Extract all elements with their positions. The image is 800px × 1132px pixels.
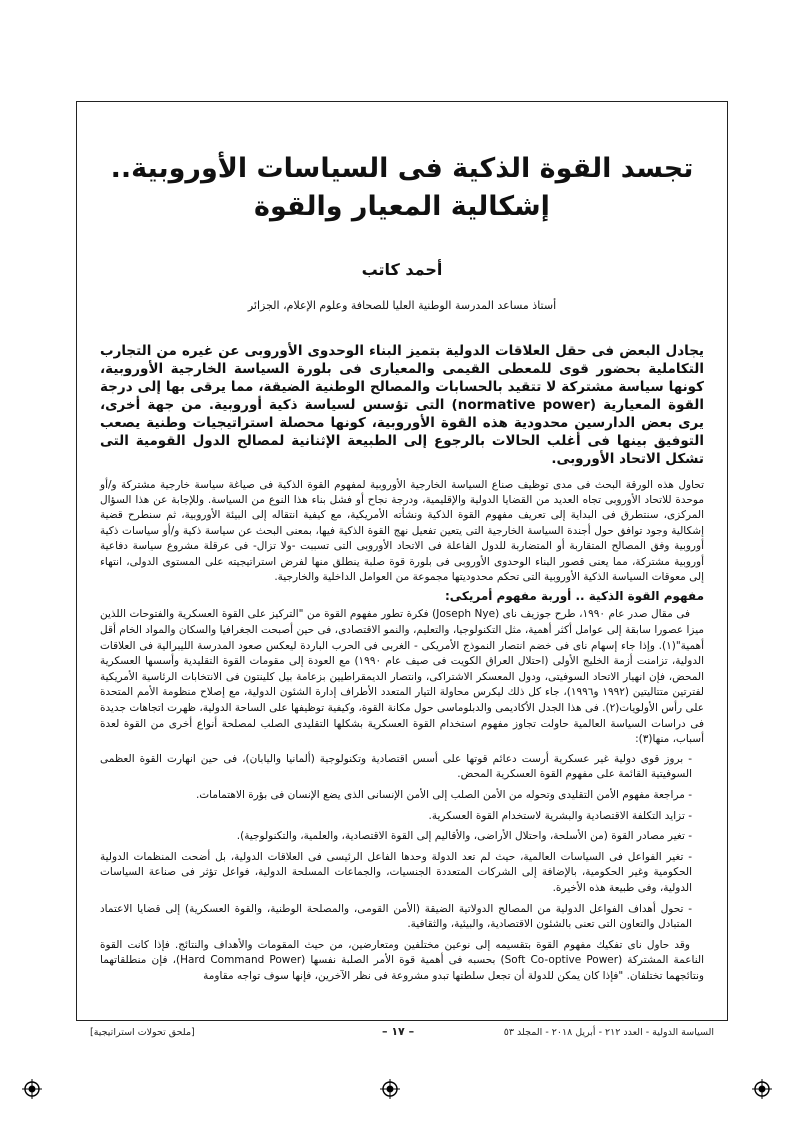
footer-supplement-name: [ملحق تحولات استراتيجية] [90, 1027, 195, 1038]
intro-paragraph: تحاول هذه الورقة البحث فى مدى توظيف صناع السياسة الخارجية الأوروبية لمفهوم القوة الذكية فى صياغة سياسة خارجية مشتركة و/أو موحدة للاتحاد الأوروبى تجاه العديد من القضايا الدولية والإقليمية، ودرجة نجاح أو فشل بناء هذا النوع من السياسة. وللإجابة عن هذا السؤال المركزى، سنتطرق فى البداية إلى تعريف مفهوم القوة الذكية ونشأته الأمريكية، مع كيفية انتقاله إلى البيئة الأوروبية، ثم سنطرح قضية إشكالية وجود توافق حول أجندة السياسة الخارجية التى يتعين تفعيل نهج القوة الذكية فيها، بمعنى البحث عن سياسة ذكية و/أو سياسات ذكية أوروبية وفق المصالح المتقاربة أو المتضاربة للدول الفاعلة فى الاتحاد الأوروبى التى تسببت -ولا تزال- فى عرقلة مشروع سياسة دفاعية أوروبية مشتركة، مما يعنى قصور البناء الوحدوى الأوروبى فى بلورة قوة صلبة ينطلق منها لفرض استراتيجيته على المستوى الدولى، انتهاء إلى معوقات السياسة الذكية الأوروبية التى تحكم محدوديتها مجموعة من العوامل الداخلية والخارجية. [100, 478, 704, 584]
page-number: – ١٧ – [382, 1025, 415, 1038]
list-item: - تغير مصادر القوة (من الأسلحة، واحتلال الأراضى، والأقاليم إلى القوة الاقتصادية، والعلمية، والتكنولوجية). [236, 830, 692, 843]
article-body [100, 138, 704, 985]
list-item: - تغير الفواعل فى السياسات العالمية، حيث لم تعد الدولة وحدها الفاعل الرئيسى فى العلاقات الدولية، بل أضحت المنظمات الدولية الحكومية وغير الحكومية، بالإضافة إلى الشركات المتعددة الجنسيات، والجماعات المسلحة الدولية، فواعل تؤثر فى صناعة السياسات الدولية، وفى طبيعة هذه الأخيرة. [100, 850, 692, 894]
footer-issue-info: السياسة الدولية - العدد ٢١٢ - أبريل ٢٠١٨ - المجلد ٥٣ [503, 1027, 714, 1038]
body-paragraph-1: فى مقال صدر عام ١٩٩٠، طرح جوزيف ناى (Joseph Nye) فكرة تطور مفهوم القوة من "التركيز على القوة العسكرية والفتوحات اللذين ميزا عصورا سابقة إلى عوامل أكثر أهمية، مثل التكنولوجيا، والتعليم، والنمو الاقتصادى، فى حين أصبحت الجغرافيا والسكان والمواد الخام أقل أهمية"(١). وإذا جاء إسهام ناى فى خضم انتصار النموذج الأمريكى - الغربى فى الحرب الباردة ليعكس صعود المدرسة الليبرالية فى العلاقات الدولية، تزامنت أزمة الخليج الأولى (احتلال العراق الكويت فى صيف عام ١٩٩٠) مع العودة إلى مقومات القوة التقليدية وأسسها العسكرية المحض، فإن انهيار الاتحاد السوفيتى، ودول المعسكر الاشتراكى، وانتصار الديمقراطيين بزعامة بيل كلينتون فى الانتخابات الرئاسية الأمريكية لفترتين متتاليتين (١٩٩٢ و١٩٩٦)، جاء كل ذلك ليكرس محاولة التيار المتعدد الأطراف إدارة الشئون الدولية، مع إصلاح منظومة الأمم المتحدة على رأس الأولويات(٢). فى هذا الجدل الأكاديمى والدبلوماسى حول مكانة القوة، وكيفية توظيفها على الساحة الدولية، ظهرت اتجاهات جديدة فى دراسات السياسة العالمية حاولت تجاوز مفهوم استخدام القوة العسكرية بشكلها التقليدى الصلب لمصلحة أنواع أخرى من القوة لعدة أسباب، منها(٣): [100, 608, 704, 746]
author-name: أحمد كاتب [361, 259, 443, 279]
list-item: - تحول أهداف الفواعل الدولية من المصالح الدولاتية الضيقة (الأمن القومى، والمصلحة الوطنية، والقوة العسكرية) إلى قضايا الاعتماد المتبادل والتعاون التى تعنى بالشئون الاقتصادية، والبيئية، والثقافية. [100, 902, 692, 931]
author-affiliation: أستاذ مساعد المدرسة الوطنية العليا للصحافة وعلوم الإعلام، الجزائر [247, 298, 557, 312]
registration-mark-icon [752, 1079, 772, 1099]
list-item: - مراجعة مفهوم الأمن التقليدى وتحوله من الأمن الصلب إلى الأمن الإنسانى الذى يضع الإنسان فى بؤرة الاهتمامات. [195, 788, 692, 801]
page-footer [90, 1027, 714, 1045]
list-item: - تزايد التكلفة الاقتصادية والبشرية لاستخدام القوة العسكرية. [428, 809, 692, 822]
list-item: - بروز قوى دولية غير عسكرية أرست دعائم قوتها على أسس اقتصادية وتكنولوجية (ألمانيا واليابان)، فى حين انهارت القوة العظمى السوفيتية القائمة على مفهوم القوة العسكرية المحض. [100, 752, 692, 781]
article-title: تجسد القوة الذكية فى السياسات الأوروبية.. إشكالية المعيار والقوة [110, 153, 694, 222]
reasons-list [100, 752, 704, 933]
body-paragraph-2: وقد حاول ناى تفكيك مفهوم القوة بتقسيمه إلى نوعين مختلفين ومتعارضين، من حيث المقومات والأهداف والنتائج. فإذا كانت القوة الناعمة المشتركة (Soft Co-optive Power) بحسبه فى أهمية قوة الأمر الصلبة نفسها (Hard Command Power)، فإن منطلقاتهما ونتائجهما تختلفان. "فإذا كان يمكن للدولة أن تجعل سلطتها تبدو مشروعة فى نظر الآخرين، فإنها سوف تواجه مقاومة [100, 938, 704, 982]
abstract: يجادل البعض فى حقل العلاقات الدولية بتميز البناء الوحدوى الأوروبى عن غيره من التجارب التكاملية بحضور قوى للمعطى القيمى والمعيارى فى بلورة السياسة الخارجية الأوروبية، كونها سياسة مشتركة لا تتقيد بالحسابات والمصالح الوطنية الضيقة، مما يرقى بها إلى درجة القوة المعيارية (normative power) التى تؤسس لسياسة ذكية أوروبية. من جهة أخرى، يرى بعض الدارسين محدودية هذه القوة الأوروبية، كونها محصلة استراتيجيات وطنية يصعب التوفيق بينها فى أغلب الحالات بالرجوع إلى الطبيعة الإثنانية لمصالح الدول القومية التى تشكل الاتحاد الأوروبى. [100, 342, 704, 467]
registration-mark-icon [380, 1079, 400, 1099]
section-heading: مفهوم القوة الذكية .. أوربة مفهوم أمريكى: [444, 589, 704, 604]
registration-mark-icon [22, 1079, 42, 1099]
